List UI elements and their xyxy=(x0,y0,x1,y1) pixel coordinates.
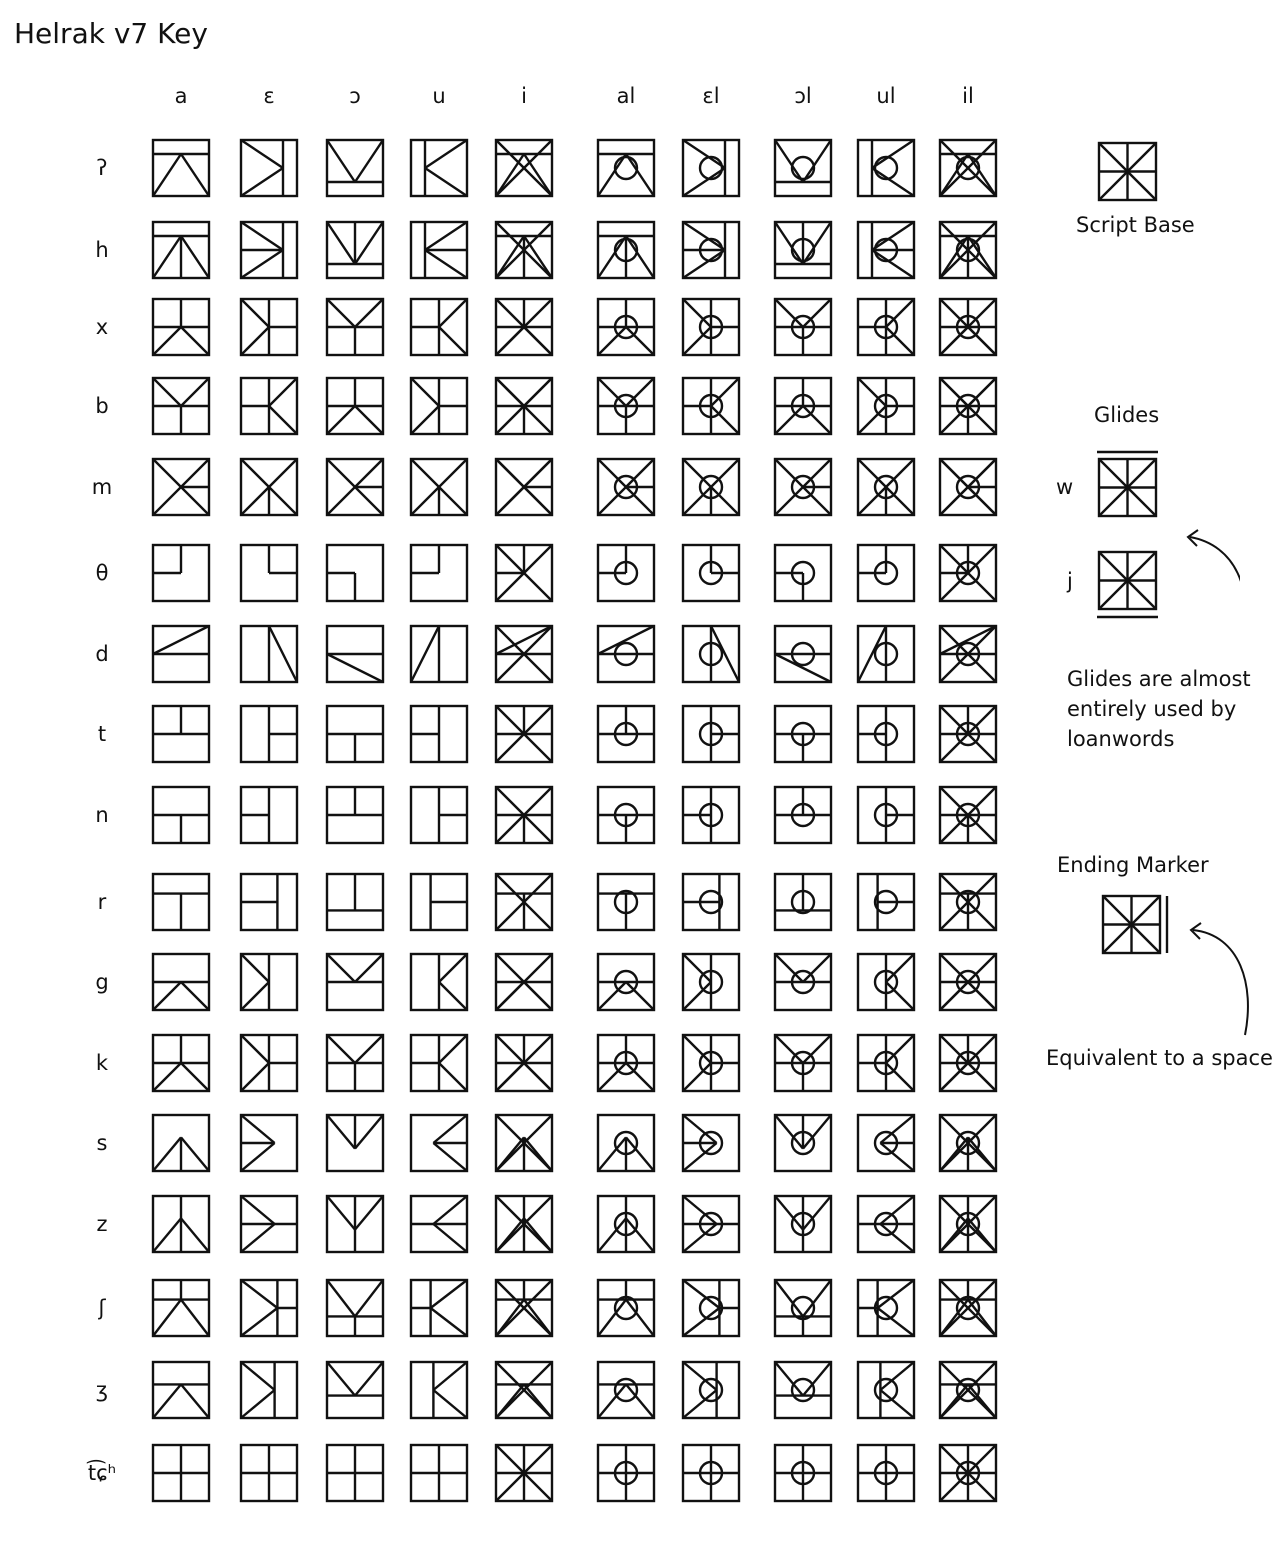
row-label: ʔ xyxy=(96,156,108,180)
glyph xyxy=(775,545,831,601)
row-label: ʒ xyxy=(95,1378,109,1402)
glyph xyxy=(683,1035,739,1091)
row-label: t xyxy=(97,722,107,746)
glyph xyxy=(411,1445,467,1501)
row-label: m xyxy=(91,475,113,499)
glyph xyxy=(241,545,297,601)
glyph xyxy=(940,378,996,434)
glyph xyxy=(683,299,739,355)
glyph xyxy=(775,874,831,930)
glyph xyxy=(598,1196,654,1252)
glyph xyxy=(775,1362,831,1418)
glyph xyxy=(775,1280,831,1336)
glyph xyxy=(411,706,467,762)
glyph xyxy=(327,626,383,682)
row-label: d xyxy=(95,642,109,666)
glyph xyxy=(940,1196,996,1252)
glyph xyxy=(241,787,297,843)
glyph xyxy=(153,140,209,196)
page-title: Helrak v7 Key xyxy=(14,17,208,50)
glyph xyxy=(411,1115,467,1171)
glyph xyxy=(598,1280,654,1336)
glyph xyxy=(496,299,552,355)
glide-j-label: j xyxy=(1067,569,1073,593)
glyph xyxy=(858,1196,914,1252)
glyph xyxy=(327,140,383,196)
glyph xyxy=(598,1035,654,1091)
glyph xyxy=(858,874,914,930)
glyph xyxy=(683,545,739,601)
glyph xyxy=(496,874,552,930)
glyph xyxy=(598,140,654,196)
glyph xyxy=(940,545,996,601)
glyph xyxy=(327,459,383,515)
glyph xyxy=(940,222,996,278)
glyph xyxy=(327,874,383,930)
glyph xyxy=(940,706,996,762)
glyph xyxy=(598,1445,654,1501)
column-label: ɔl xyxy=(794,84,812,108)
glyph xyxy=(598,706,654,762)
glyph xyxy=(153,378,209,434)
glyph xyxy=(775,1196,831,1252)
glyph xyxy=(241,299,297,355)
glyph xyxy=(241,222,297,278)
glyph xyxy=(496,140,552,196)
column-label: ɛ xyxy=(263,84,275,108)
row-label: ʃ xyxy=(98,1296,106,1320)
glyph xyxy=(683,1445,739,1501)
glyph xyxy=(411,140,467,196)
glyph xyxy=(858,954,914,1010)
row-label: θ xyxy=(95,561,109,585)
glyph xyxy=(411,1362,467,1418)
glyph xyxy=(598,787,654,843)
glyph xyxy=(327,378,383,434)
glyph xyxy=(241,626,297,682)
column-label: a xyxy=(174,84,188,108)
glyph xyxy=(683,1115,739,1171)
glyph xyxy=(153,706,209,762)
script-base-glyph xyxy=(1099,143,1156,200)
glyph xyxy=(598,545,654,601)
glyph xyxy=(241,140,297,196)
glyph xyxy=(858,1445,914,1501)
glyph xyxy=(858,459,914,515)
glyph xyxy=(496,545,552,601)
glyph xyxy=(153,545,209,601)
glyph xyxy=(327,1280,383,1336)
glyph xyxy=(411,378,467,434)
glides-arrow xyxy=(1188,530,1240,643)
glyph xyxy=(683,378,739,434)
glyph xyxy=(327,1196,383,1252)
row-label: n xyxy=(95,803,109,827)
glyph xyxy=(496,378,552,434)
glyph xyxy=(940,874,996,930)
glyph xyxy=(327,1445,383,1501)
glyph xyxy=(683,954,739,1010)
glyph xyxy=(683,1362,739,1418)
ending-marker-note: Equivalent to a space xyxy=(1046,1046,1273,1070)
glyph xyxy=(858,545,914,601)
glyph xyxy=(153,1445,209,1501)
column-label: u xyxy=(432,84,446,108)
glyph xyxy=(411,545,467,601)
glyph xyxy=(327,954,383,1010)
glides-label: Glides xyxy=(1094,403,1160,427)
glides-note: Glides are almost entirely used by loanwords xyxy=(1067,667,1251,751)
glyph xyxy=(940,459,996,515)
glide-j-glyph xyxy=(1097,552,1158,617)
glyph xyxy=(775,954,831,1010)
glyph xyxy=(858,1035,914,1091)
glyph xyxy=(153,299,209,355)
glyph xyxy=(241,874,297,930)
glyph xyxy=(327,299,383,355)
glyph xyxy=(858,140,914,196)
glyph xyxy=(858,706,914,762)
glyph xyxy=(940,1445,996,1501)
glyph xyxy=(496,954,552,1010)
glyph xyxy=(411,954,467,1010)
glyph xyxy=(496,1035,552,1091)
glyph xyxy=(411,874,467,930)
glyph xyxy=(241,1445,297,1501)
glyph xyxy=(153,222,209,278)
row-label: g xyxy=(95,970,109,994)
script-base-label: Script Base xyxy=(1076,213,1195,237)
glyph xyxy=(940,626,996,682)
glyph xyxy=(775,1035,831,1091)
glyph xyxy=(598,954,654,1010)
glyph xyxy=(327,787,383,843)
glyph xyxy=(496,706,552,762)
glyph xyxy=(598,1115,654,1171)
glyph xyxy=(496,459,552,515)
glyph xyxy=(411,787,467,843)
glyph xyxy=(153,1115,209,1171)
row-label: x xyxy=(95,315,109,339)
glyph xyxy=(683,706,739,762)
glyph xyxy=(683,874,739,930)
glyph xyxy=(683,222,739,278)
glyph xyxy=(241,1280,297,1336)
glyph xyxy=(775,299,831,355)
glyph xyxy=(775,1445,831,1501)
glyph xyxy=(683,1280,739,1336)
row-label: r xyxy=(97,890,107,914)
glyph xyxy=(496,1115,552,1171)
glyph xyxy=(940,1280,996,1336)
glyph xyxy=(858,222,914,278)
row-label: h xyxy=(95,238,109,262)
glide-w-glyph xyxy=(1097,452,1158,516)
glyph xyxy=(411,1280,467,1336)
column-label: ɔ xyxy=(349,84,361,108)
glyph xyxy=(940,954,996,1010)
glyph xyxy=(683,787,739,843)
glyph xyxy=(683,626,739,682)
glyph xyxy=(683,459,739,515)
glyph xyxy=(241,954,297,1010)
glyph xyxy=(153,1362,209,1418)
glide-w-label: w xyxy=(1056,475,1074,499)
glyph xyxy=(496,1445,552,1501)
glyph xyxy=(858,299,914,355)
glyph xyxy=(241,1196,297,1252)
glyph xyxy=(411,459,467,515)
glyph xyxy=(940,787,996,843)
glyph xyxy=(241,459,297,515)
glyph xyxy=(775,626,831,682)
glyph xyxy=(496,222,552,278)
glyph xyxy=(327,545,383,601)
glyph xyxy=(411,299,467,355)
glyph xyxy=(241,706,297,762)
glyph xyxy=(858,1362,914,1418)
glyph xyxy=(775,1115,831,1171)
glyph xyxy=(327,1362,383,1418)
glyph xyxy=(940,1362,996,1418)
column-label: ul xyxy=(876,84,896,108)
glyph xyxy=(598,874,654,930)
glyph xyxy=(775,787,831,843)
glyph xyxy=(775,140,831,196)
glyph xyxy=(598,378,654,434)
glyph xyxy=(496,626,552,682)
glyph xyxy=(858,787,914,843)
glyph xyxy=(327,706,383,762)
glyph xyxy=(858,1280,914,1336)
glyph xyxy=(153,874,209,930)
glyph xyxy=(411,1035,467,1091)
column-label: al xyxy=(616,84,636,108)
glyph xyxy=(153,1280,209,1336)
glyph xyxy=(411,222,467,278)
glyph xyxy=(153,954,209,1010)
glyph xyxy=(598,1362,654,1418)
row-label: s xyxy=(96,1131,108,1155)
column-label: il xyxy=(962,84,974,108)
glyph xyxy=(153,1196,209,1252)
glyph xyxy=(496,787,552,843)
glyph xyxy=(241,1035,297,1091)
glyph xyxy=(153,626,209,682)
row-label: b xyxy=(95,394,109,418)
column-label: i xyxy=(521,84,527,108)
glyph xyxy=(598,299,654,355)
glyph xyxy=(775,222,831,278)
glyph xyxy=(496,1362,552,1418)
glyph xyxy=(775,459,831,515)
glyph xyxy=(496,1196,552,1252)
glyph xyxy=(411,1196,467,1252)
glyph xyxy=(858,1115,914,1171)
glyph xyxy=(598,626,654,682)
glyph xyxy=(327,222,383,278)
glyph xyxy=(683,140,739,196)
glyph xyxy=(598,459,654,515)
row-label: z xyxy=(96,1212,108,1236)
glyph xyxy=(411,626,467,682)
glyph xyxy=(496,1280,552,1336)
glyph xyxy=(940,299,996,355)
glyph xyxy=(858,626,914,682)
glyph xyxy=(683,1196,739,1252)
row-label: k xyxy=(95,1051,109,1075)
glyph xyxy=(598,222,654,278)
glyph xyxy=(858,378,914,434)
glyph xyxy=(153,459,209,515)
glyph xyxy=(940,1115,996,1171)
glyph xyxy=(241,1362,297,1418)
ending-marker-label: Ending Marker xyxy=(1057,853,1209,877)
glyph xyxy=(940,140,996,196)
column-label: ɛl xyxy=(702,84,720,108)
glyph xyxy=(153,787,209,843)
glyph xyxy=(775,706,831,762)
glyph xyxy=(241,1115,297,1171)
glyph xyxy=(327,1115,383,1171)
glyph xyxy=(153,1035,209,1091)
ending-arrow xyxy=(1040,900,1280,1060)
glyph xyxy=(775,378,831,434)
glyph xyxy=(327,1035,383,1091)
glyph xyxy=(241,378,297,434)
glyph xyxy=(940,1035,996,1091)
row-label: t͡ɕʰ xyxy=(87,1461,117,1485)
